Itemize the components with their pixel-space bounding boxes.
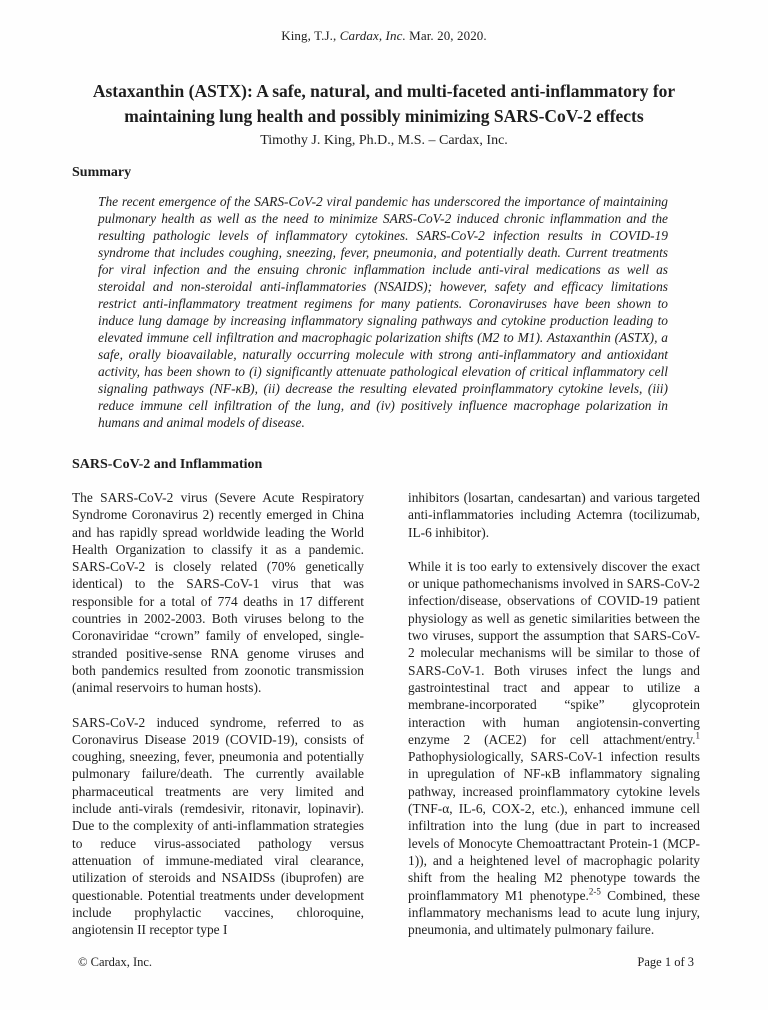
summary-heading: Summary [72, 165, 132, 180]
pathomechanisms-text-1: While it is too early to extensively discover the exact or unique pathomechanisms involved in SARS-CoV-2 infection/disease, observations of COVID-19 patient physiology as well as genetic similarities between the two viruses, support the assumption that SARS-CoV-2 molecular mechanisms will be similar to those of SARS-CoV-1. Both viruses infect the lungs and gastrointestinal tract and appear to utilize a membrane-incorporated “spike” glycoprotein interaction with human angiotensin-converting enzyme 2 (ACE2) for cell attachment/entry. [408, 558, 700, 747]
footer-page-number: Page 1 of 3 [637, 955, 694, 969]
paper-title: Astaxanthin (ASTX): A safe, natural, and multi-faceted anti-inflammatory for maintaining lung health and possibly minimizing SARS-CoV-2 effects [92, 81, 676, 126]
citation-ref-1: 1 [695, 730, 700, 741]
paragraph-pathomechanisms [408, 558, 700, 939]
right-column [408, 489, 700, 955]
document-header [0, 28, 768, 44]
two-column-body [72, 489, 700, 955]
header-citation-pre: King, T.J., [281, 28, 340, 43]
pathomechanisms-text-2: Pathophysiologically, SARS-CoV-1 infection results in upregulation of NF-κB inflammatory signaling pathway, increased proinflammatory cytokine levels (TNF-α, IL-6, COX-2, etc.), enhanced immune cell infiltration into the lung (due in part to increased levels of Monocyte Chemoattractant Protein-1 (MCP-1)), and a heightened level of macrophagic polarity shift from the healing M2 phenotype towards the proinflammatory M1 phenotype. [408, 749, 700, 903]
footer-copyright: © Cardax, Inc. [78, 955, 153, 969]
summary-abstract: The recent emergence of the SARS-CoV-2 viral pandemic has underscored the importance of maintaining pulmonary health as well as the need to minimize SARS-CoV-2 induced chronic inflammation and the resulting pathologic levels of inflammatory cytokines. SARS-CoV-2 infection results in COVID-19 syndrome that includes coughing, sneezing, fever, pneumonia, and potentially death. Current treatments for viral infection and the ensuing chronic inflammation include anti-viral medications as well as steroidal and non-steroidal anti-inflammatories (NSAIDS); however, safety and efficacy limitations restrict anti-inflammatory treatment regimens for many patients. Coronaviruses have been shown to induce lung damage by increasing inflammatory signaling pathways and cytokine production leading to elevated immune cell infiltration and macrophagic polarization shifts (M2 to M1). Astaxanthin (ASTX), a safe, orally bioavailable, naturally occurring molecule with strong anti-inflammatory and antioxidant activity, has been shown to (i) significantly attenuate pathological elevation of critical inflammatory cell signaling pathways (NF-κB), (ii) decrease the resulting elevated proinflammatory cytokine levels, (iii) reduce immune cell infiltration of the lung, and (iv) positively influence macrophage polarization in humans and animal models of disease. [98, 194, 668, 430]
left-column [72, 489, 364, 955]
header-citation-company: Cardax, Inc. [339, 28, 406, 43]
pathomechanisms-text-3: Combined, these inflammatory mechanisms lead to acute lung injury, pneumonia, and ultimately pulmonary failure. [408, 887, 700, 938]
paragraph-inhibitors: inhibitors (losartan, candesartan) and various targeted anti-inflammatories including Actemra (tocilizumab, IL-6 inhibitor). [408, 490, 700, 540]
paragraph-covid-treatments: SARS-CoV-2 induced syndrome, referred to as Coronavirus Disease 2019 (COVID-19), consists of coughing, sneezing, fever, pneumonia and potentially pulmonary failure/death. The currently available pharmaceutical treatments are very limited and include anti-virals (remdesivir, ritonavir, lopinavir). Due to the complexity of anti-inflammation strategies to reduce virus-associated pathology versus attenuation of immune-mediated viral clearance, utilization of steroids and NSAIDSs (ibuprofen) are questionable. Potential treatments under development include prophylactic vaccines, chloroquine, angiotensin II receptor type I [72, 714, 364, 938]
citation-ref-2-5: 2-5 [588, 886, 601, 897]
author-line: Timothy J. King, Ph.D., M.S. – Cardax, Inc. [260, 133, 508, 148]
section-heading-sars-cov-2-and-inflammation: SARS-CoV-2 and Inflammation [72, 457, 263, 472]
header-citation-date: Mar. 20, 2020. [405, 28, 487, 43]
paragraph-virus-overview: The SARS-CoV-2 virus (Severe Acute Respiratory Syndrome Coronavirus 2) recently emerged in China and has rapidly spread worldwide leading the World Health Organization to classify it as a pandemic. SARS-CoV-2 is closely related (70% genetically identical) to the SARS-CoV-1 virus that was responsible for a total of 774 deaths in 17 different countries in 2002-2003. Both viruses belong to the Coronaviridae “crown” family of enveloped, single-stranded positive-sense RNA genome viruses and both pandemics resulted from zoonotic transmission (animal reservoirs to human hosts). [72, 490, 364, 696]
